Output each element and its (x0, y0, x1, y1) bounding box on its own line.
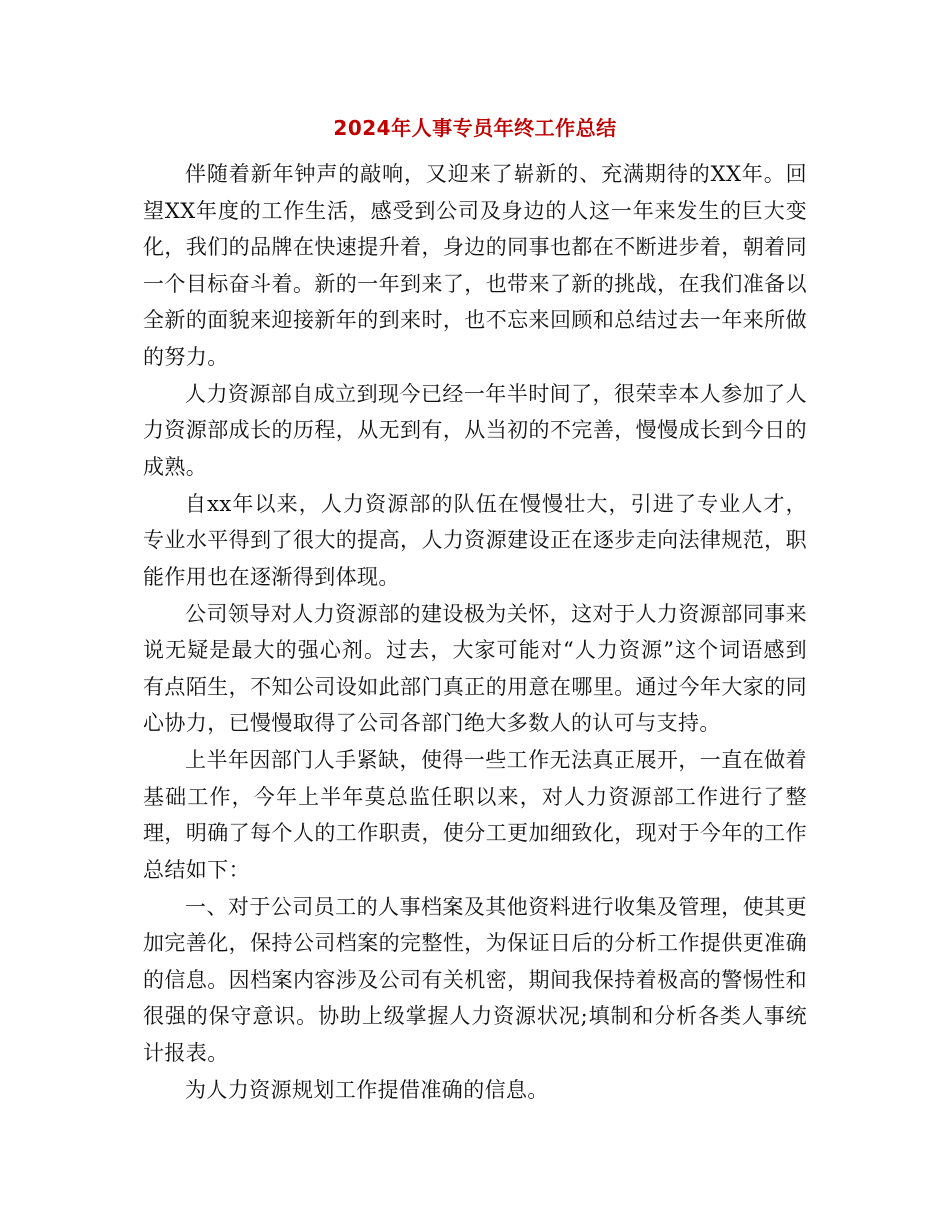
paragraph-2: 人力资源部自成立到现今已经一年半时间了，很荣幸本人参加了人力资源部成长的历程，从无到有，从当初的不完善，慢慢成长到今日的成熟。 (143, 381, 807, 479)
paragraph-3: 自xx年以来，人力资源部的队伍在慢慢壮大，引进了专业人才，专业水平得到了很大的提高，人力资源建设正在逐步走向法律规范，职能作用也在逐渐得到体现。 (143, 491, 807, 589)
paragraph-7: 为人力资源规划工作提借准确的信息。 (185, 1077, 549, 1102)
document-page (143, 112, 807, 1109)
document-title: 2024年人事专员年终工作总结 (333, 116, 617, 140)
paragraph-4: 公司领导对人力资源部的建设极为关怀，这对于人力资源部同事来说无疑是最大的强心剂。过去，大家可能对“人力资源”这个词语感到有点陌生，不知公司设如此部门真正的用意在哪里。通过今年大家的同心协力，已慢慢取得了公司各部门绝大多数人的认可与支持。 (143, 601, 807, 735)
paragraph-5: 上半年因部门人手紧缺，使得一些工作无法真正展开，一直在做着基础工作，今年上半年莫总监任职以来，对人力资源部工作进行了整理，明确了每个人的工作职责，使分工更加细致化，现对于今年的工作总结如下： (143, 748, 807, 882)
paragraph-1: 伴随着新年钟声的敲响，又迎来了崭新的、充满期待的XX年。回望XX年度的工作生活，感受到公司及身边的人这一年来发生的巨大变化，我们的品牌在快速提升着，身边的同事也都在不断进步着，朝着同一个目标奋斗着。新的一年到来了，也带来了新的挑战，在我们准备以全新的面貌来迎接新年的到来时，也不忘来回顾和总结过去一年来所做的努力。 (143, 162, 807, 369)
paragraph-6: 一、对于公司员工的人事档案及其他资料进行收集及管理，使其更加完善化，保持公司档案的完整性，为保证日后的分析工作提供更准确的信息。因档案内容涉及公司有关机密，期间我保持着极高的警惕性和很强的保守意识。协助上级掌握人力资源状况;填制和分析各类人事统计报表。 (143, 894, 807, 1065)
